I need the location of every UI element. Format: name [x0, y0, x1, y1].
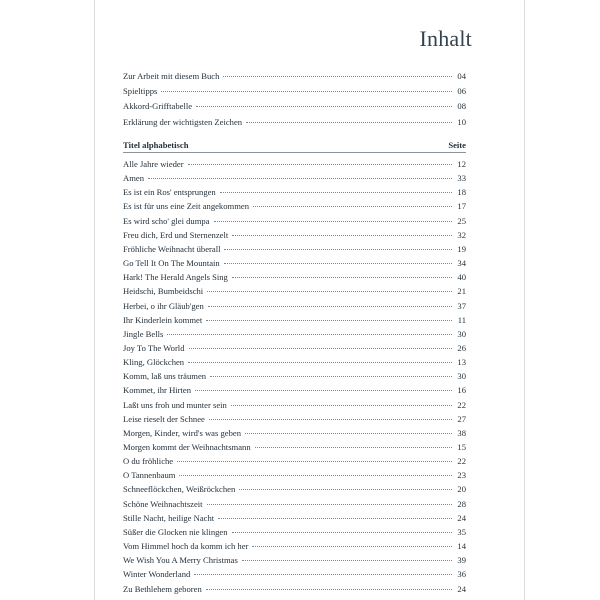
- toc-entry-title: Morgen, Kinder, wird's was geben: [123, 427, 241, 438]
- page-title: Inhalt: [419, 26, 472, 51]
- toc-entry: [123, 498, 466, 511]
- toc-entry: [123, 554, 466, 567]
- toc-entry: [123, 469, 466, 482]
- toc-entry: [123, 370, 466, 383]
- toc-entry-title: Zur Arbeit mit diesem Buch: [123, 71, 220, 81]
- dot-leader: [220, 192, 452, 193]
- dot-leader: [252, 546, 452, 547]
- dot-leader: [189, 348, 453, 349]
- toc-entry-page: 40: [457, 272, 466, 283]
- section-page-label: Seite: [448, 140, 466, 150]
- toc-entry: [123, 441, 466, 454]
- toc-entry: [123, 70, 466, 83]
- toc-entry-page: 35: [457, 526, 466, 537]
- toc-entry-title: Go Tell It On The Mountain: [123, 258, 220, 269]
- toc-entry-page: 06: [457, 86, 466, 97]
- toc-entry-page: 32: [457, 229, 466, 240]
- toc-entry-page: 11: [457, 314, 466, 325]
- toc-entry-page: 22: [457, 456, 466, 467]
- toc-entry: [123, 215, 466, 228]
- toc-entry-page: 28: [457, 498, 466, 509]
- dot-leader: [167, 334, 452, 335]
- dot-leader: [224, 249, 452, 250]
- toc-entry-title: Es ist ein Ros' entsprungen: [123, 187, 216, 198]
- toc-entry-title: We Wish You A Merry Christmas: [123, 555, 238, 566]
- dot-leader: [242, 560, 452, 561]
- toc-entry-page: 20: [457, 484, 466, 495]
- toc-entry: [123, 200, 466, 213]
- toc-entry-page: 38: [457, 427, 466, 438]
- toc-entry: [123, 512, 466, 525]
- toc-entry: [123, 568, 466, 581]
- dot-leader: [194, 574, 452, 575]
- dot-leader: [161, 91, 452, 92]
- toc-entry-title: O Tannenbaum: [123, 470, 176, 481]
- dot-leader: [177, 461, 452, 462]
- toc-entry: [123, 540, 466, 553]
- dot-leader: [148, 178, 452, 179]
- toc-entry-page: 23: [457, 470, 466, 481]
- dot-leader: [208, 306, 452, 307]
- toc-entry: [123, 328, 466, 341]
- toc-entry-page: 25: [457, 215, 466, 226]
- toc-entry-title: Jingle Bells: [123, 328, 164, 339]
- toc-entry: [123, 257, 466, 270]
- toc-entry-title: Akkord-Grifftabelle: [123, 101, 193, 112]
- toc-entry: [123, 356, 466, 369]
- toc-entry-title: Kling, Glöckchen: [123, 357, 185, 368]
- dot-leader: [195, 390, 452, 391]
- toc-entry-title: Fröhliche Weihnacht überall: [123, 243, 221, 254]
- toc-entry: [123, 342, 466, 355]
- dot-leader: [239, 489, 452, 490]
- toc-entry-page: 24: [457, 512, 466, 523]
- toc-entry: [123, 229, 466, 242]
- toc-entry-title: Komm, laß uns träumen: [123, 371, 207, 382]
- toc-entry-title: Erklärung der wichtigsten Zeichen: [123, 116, 243, 127]
- toc-entry: [123, 483, 466, 496]
- dot-leader: [209, 419, 452, 420]
- toc-entry-page: 37: [457, 300, 466, 311]
- toc-entry-title: Es wird scho' glei dumpa: [123, 215, 210, 226]
- toc-entry-page: 04: [457, 71, 466, 81]
- toc-entry: [123, 384, 466, 397]
- dot-leader: [188, 362, 452, 363]
- dot-leader: [224, 263, 452, 264]
- toc-entry-title: Süßer die Glocken nie klingen: [123, 526, 228, 537]
- dot-leader: [231, 405, 452, 406]
- toc-entry-page: 27: [457, 413, 466, 424]
- book-page: [94, 0, 525, 600]
- toc-entry-title: Ihr Kinderlein kommet: [123, 314, 203, 325]
- dot-leader: [207, 504, 452, 505]
- dot-leader: [210, 376, 452, 377]
- toc-entry-title: Alle Jahre wieder: [123, 159, 184, 169]
- toc-entry-page: 33: [457, 173, 466, 184]
- dot-leader: [207, 291, 452, 292]
- toc-entry-page: 26: [457, 342, 466, 353]
- toc-entry-title: Spieltipps: [123, 86, 158, 97]
- toc-entry-page: 08: [457, 101, 466, 112]
- toc-entry-title: Morgen kommt der Weihnachtsmann: [123, 442, 251, 452]
- toc-entry-page: 30: [457, 328, 466, 339]
- dot-leader: [246, 122, 452, 123]
- toc-entry-title: Vom Himmel hoch da komm ich her: [123, 541, 249, 552]
- toc-entry-page: 36: [457, 569, 466, 580]
- toc-entry-title: Schöne Weihnachtszeit: [123, 498, 203, 509]
- toc-entry: [123, 427, 466, 440]
- toc-entry-page: 34: [457, 258, 466, 269]
- dot-leader: [206, 320, 452, 321]
- toc-entry-page: 15: [457, 442, 466, 452]
- toc-entry-page: 19: [457, 243, 466, 254]
- toc-entry: [123, 583, 466, 596]
- dot-leader: [196, 106, 452, 107]
- toc-entry: [123, 172, 466, 185]
- toc-entry: [123, 158, 466, 171]
- toc-entry-page: 14: [457, 541, 466, 552]
- toc-entry-page: 39: [457, 555, 466, 566]
- section-rule: [123, 152, 466, 153]
- section-header: [123, 139, 466, 151]
- toc-entry: [123, 526, 466, 539]
- toc-entry-page: 18: [457, 187, 466, 198]
- dot-leader: [253, 206, 452, 207]
- toc-entry-title: Es ist für uns eine Zeit angekommen: [123, 201, 250, 212]
- toc-entry: [123, 116, 466, 129]
- toc-entry-page: 22: [457, 399, 466, 410]
- toc-entry: [123, 100, 466, 113]
- section-title: Titel alphabetisch: [123, 140, 189, 150]
- toc-entry: [123, 455, 466, 468]
- toc-entry-page: 24: [457, 583, 466, 594]
- toc-entry-title: Winter Wonderland: [123, 569, 191, 580]
- toc-entry: [123, 186, 466, 199]
- dot-leader: [255, 447, 452, 448]
- dot-leader: [232, 235, 452, 236]
- toc-entry-page: 13: [457, 357, 466, 368]
- dot-leader: [223, 76, 452, 77]
- toc-entry: [123, 271, 466, 284]
- dot-leader: [214, 221, 452, 222]
- toc-entry-title: Zu Bethlehem geboren: [123, 583, 202, 594]
- toc-entry-title: Hark! The Herald Angels Sing: [123, 272, 228, 283]
- toc-entry-title: Kommet, ihr Hirten: [123, 385, 192, 396]
- toc-entry-page: 17: [457, 201, 466, 212]
- toc-entry-page: 21: [457, 286, 466, 297]
- toc-entry-page: 12: [457, 159, 466, 169]
- toc-entry-title: Leise rieselt der Schnee: [123, 413, 205, 424]
- toc-entry-title: Herbei, o ihr Gläub'gen: [123, 300, 204, 311]
- toc-entry: [123, 300, 466, 313]
- toc-entry: [123, 399, 466, 412]
- toc-entry-title: Heidschi, Bumbeidschi: [123, 286, 204, 297]
- toc-entry-title: Laßt uns froh und munter sein: [123, 399, 227, 410]
- toc-entry-page: 16: [457, 385, 466, 396]
- toc-entry-title: Stille Nacht, heilige Nacht: [123, 512, 215, 523]
- toc-entry-title: O du fröhliche: [123, 456, 174, 467]
- toc-entry-title: Schneeflöckchen, Weißröckchen: [123, 484, 236, 495]
- dot-leader: [232, 277, 452, 278]
- dot-leader: [245, 433, 452, 434]
- dot-leader: [188, 164, 452, 165]
- toc-entry-page: 30: [457, 371, 466, 382]
- toc-entry: [123, 314, 466, 327]
- toc-entry-page: 10: [457, 116, 466, 127]
- toc-entry: [123, 285, 466, 298]
- toc-entry-title: Amen: [123, 173, 145, 184]
- dot-leader: [179, 475, 452, 476]
- toc-entry: [123, 243, 466, 256]
- toc-entry-title: Joy To The World: [123, 342, 185, 353]
- toc-entry-title: Freu dich, Erd und Sternenzelt: [123, 229, 229, 240]
- dot-leader: [206, 589, 452, 590]
- dot-leader: [218, 518, 452, 519]
- toc-entry: [123, 85, 466, 98]
- dot-leader: [232, 532, 452, 533]
- toc-entry: [123, 413, 466, 426]
